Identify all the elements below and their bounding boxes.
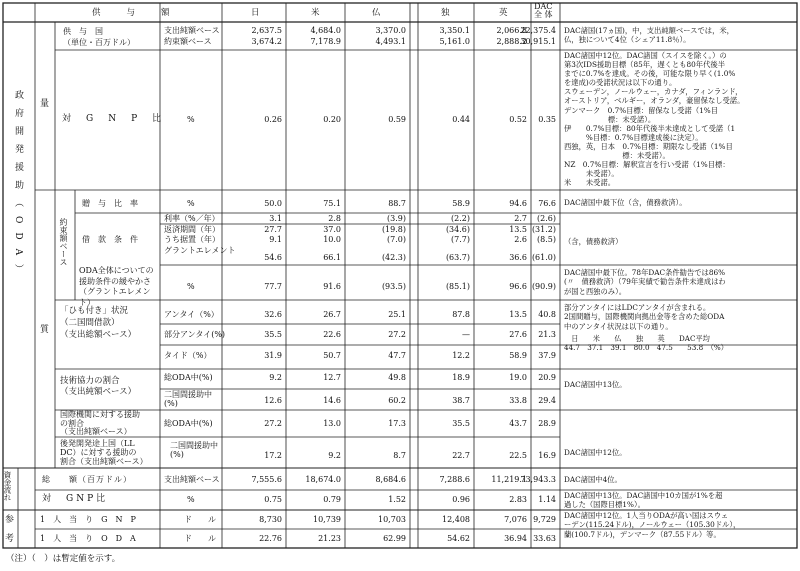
value-cell: 27.6 — [509, 330, 527, 339]
value-cell: (90.9) — [531, 282, 556, 291]
value-cell: 0.44 — [452, 115, 470, 124]
value-cell: 8,684.6 — [375, 475, 406, 484]
value-cell: 25.1 — [388, 310, 406, 319]
value-cell: 30,915.1 — [520, 37, 556, 46]
value-cell: 40.8 — [538, 310, 556, 319]
value-cell: 36.94 — [504, 534, 527, 543]
value-cell: 2,066.8 — [496, 26, 527, 35]
ge-remark: DAC諸国中最下位。78年DAC条件勧告では86% (〃 債務救済）（79年実績で勧告条件未達成はわ が国と西独のみ）。 — [564, 268, 726, 296]
value-cell: 8.7 — [393, 451, 406, 460]
value-cell: 0.20 — [323, 115, 341, 124]
side-ref1: 参 — [5, 515, 15, 525]
zoyo-unit: % — [187, 199, 195, 208]
value-cell: 7,178.9 — [310, 37, 341, 46]
value-cell: 9.1 — [269, 235, 282, 244]
value-cell: 18,674.0 — [305, 475, 341, 484]
value-cell: 54.6 — [264, 253, 282, 262]
value-cell: 13.5 — [509, 225, 527, 234]
side-ref2: 考 — [5, 534, 15, 544]
zoyo-label: 贈 与 比 率 — [82, 199, 138, 208]
value-cell: (8.5) — [537, 235, 556, 244]
value-cell: 1.14 — [538, 495, 556, 504]
value-cell: 2,637.5 — [251, 26, 282, 35]
value-cell: (31.2) — [531, 225, 556, 234]
value-cell: 11,219.1 — [491, 475, 527, 484]
value-cell: 60.2 — [388, 396, 406, 405]
ldc-label: 後発開発途上国（LL DC）に対する援助の 割合（支出純額ベース） — [60, 439, 148, 466]
header-germany: 独 — [441, 8, 450, 18]
value-cell: 21.23 — [318, 534, 341, 543]
unit-label: 二国間援助中 (%) — [164, 390, 212, 408]
value-cell: 0.26 — [264, 115, 282, 124]
value-cell: 7,288.6 — [439, 475, 470, 484]
footnote: （注）（ ）は暫定値を示す。 — [6, 554, 121, 564]
side-ryo: 量 — [40, 99, 50, 109]
odapc-remark: 蘭(100.7ドル)，デンマーク（87.55ドル）等。 — [564, 530, 721, 539]
value-cell: (3.9) — [387, 214, 406, 223]
himo-label: 「ひも付き」状況 （二国間借款） （支出総額ベース） — [60, 306, 137, 340]
value-cell: 2.6 — [514, 235, 527, 244]
value-cell: 58.9 — [452, 199, 470, 208]
value-cell: (7.0) — [387, 235, 406, 244]
value-cell: 35.5 — [264, 330, 282, 339]
value-cell: 9.2 — [328, 451, 341, 460]
odapc-label: 1 人 当 り O D A — [40, 534, 136, 543]
value-cell: 9,729 — [533, 515, 556, 524]
header-france: 仏 — [372, 8, 381, 18]
value-cell: 33.8 — [509, 396, 527, 405]
gnp-remark: DAC諸国中12位。DAC諸国（スイスを除く。）の 第3次IDS援助目標（85年，遅くとも80年代後半 までに0.7%を達成。その後，可能な限り早く(1.0% を達成)の受諾状況は以下の通り。 スウェーデン，ノールウェー，カナダ，フィンランド， オーストリア，ベルギー，オランダ，豪留保なし受諾。 デンマーク 0.7%目標：留保なし受諾（1%目 標：未受諾）。 伊 0.7%目標：80年代後半未達成として受諾（1 %目標：0.7%目標達成後に決定）。 西独，英，日本 0.7%目標：期限なし受諾（1%目 標：未受諾）。 NZ 0.7%目標：解釈宣言を行い受諾（1%目標： 未受諾）。 米 未受諾。 — [564, 51, 745, 188]
value-cell: (63.7) — [445, 253, 470, 262]
ldc-unit: 二国間援助中 (%) — [170, 441, 218, 459]
ge-unit: % — [187, 282, 195, 291]
value-cell: 47.7 — [388, 351, 406, 360]
value-cell: (42.3) — [381, 253, 406, 262]
value-cell: (2.2) — [451, 214, 470, 223]
value-cell: 77.7 — [264, 282, 282, 291]
unit-label: アンタイ（%） — [164, 310, 219, 319]
value-cell: 10,739 — [313, 515, 341, 524]
kyoyo-unit2: 約束額ベース — [164, 37, 212, 46]
kyoyo-unit1: 支出純額ベース — [164, 26, 220, 35]
value-cell: 2,888.2 — [496, 37, 527, 46]
odapc-unit: ド ル — [184, 534, 216, 543]
kyoyo-remark: DAC諸国(17ヵ国)，中，支出純額ベースでは，米， 仏，独について4位（シェア11.8％）。 — [564, 26, 734, 45]
value-cell: 0.59 — [388, 115, 406, 124]
value-cell: 62.99 — [383, 534, 406, 543]
value-cell: 54.62 — [447, 534, 470, 543]
value-cell: 22,375.4 — [520, 26, 556, 35]
unit-label: タイド（%） — [164, 351, 212, 360]
value-cell: 2.83 — [509, 495, 527, 504]
value-cell: 36.6 — [509, 253, 527, 262]
value-cell: 0.79 — [323, 495, 341, 504]
gnp2-unit: % — [187, 495, 195, 504]
gnppc-unit: ド ル — [184, 515, 216, 524]
value-cell: 0.52 — [509, 115, 527, 124]
value-cell: 21.3 — [538, 330, 556, 339]
value-cell: 0.35 — [538, 115, 556, 124]
value-cell: 3,350.1 — [439, 26, 470, 35]
shakkan-remark: （含，債務救済） — [564, 237, 623, 246]
value-cell: 3,370.0 — [375, 26, 406, 35]
value-cell: 0.75 — [264, 495, 282, 504]
value-cell: 10,703 — [378, 515, 406, 524]
value-cell: (19.8) — [381, 225, 406, 234]
value-cell: 94.6 — [509, 199, 527, 208]
value-cell: (85.1) — [445, 282, 470, 291]
unit-label: 部分アンタイ(%) — [164, 330, 226, 339]
gnppc-remark: DAC諸国中12位。1人当りODAが高い国はスウェ ーデン(115.24ドル)，ノールウェー（105.30ドル）， — [564, 511, 741, 530]
value-cell: 35.5 — [452, 419, 470, 428]
value-cell: 1.52 — [388, 495, 406, 504]
value-cell: 0.96 — [452, 495, 470, 504]
value-cell: 7,076 — [504, 515, 527, 524]
header-japan: 日 — [251, 8, 260, 18]
value-cell: 13.5 — [509, 310, 527, 319]
value-cell: (61.0) — [531, 253, 556, 262]
value-cell: 13.0 — [323, 419, 341, 428]
value-cell: 2.7 — [514, 214, 527, 223]
value-cell: 12.2 — [452, 351, 470, 360]
value-cell: 3.1 — [269, 214, 282, 223]
kokusai-unit: 総ODA中(%) — [164, 419, 213, 428]
value-cell: 37.9 — [538, 351, 556, 360]
header-kyoyo: 供 与 額 — [92, 8, 173, 18]
ldc-remark: DAC諸国中12位。 — [564, 448, 627, 457]
value-cell: 17.3 — [388, 419, 406, 428]
gnp2-label: 対 GNP比 — [42, 494, 109, 504]
header-us: 米 — [311, 8, 320, 18]
gnppc-label: 1 人 当 り G N P — [40, 515, 136, 524]
value-cell: 27.2 — [264, 419, 282, 428]
value-cell: 17.2 — [264, 451, 282, 460]
value-cell: 50.0 — [264, 199, 282, 208]
ge-label: ODA全体についての援助条件の緩やかさ（グラントエレメント） — [79, 266, 154, 307]
gnp2-remark: DAC諸国中13位。DAC諸国中10カ国が1%を超 過した（国際目標1%）。 — [564, 491, 723, 510]
value-cell: 12.7 — [323, 373, 341, 382]
value-cell: 14.6 — [323, 396, 341, 405]
shakkan-label: 借 款 条 件 — [82, 235, 138, 244]
value-cell: (2.6) — [537, 214, 556, 223]
value-cell: (34.6) — [445, 225, 470, 234]
value-cell: 96.6 — [509, 282, 527, 291]
value-cell: 3,674.2 — [251, 37, 282, 46]
unit-label: うち据置（年） — [164, 235, 220, 244]
gnp-label: 対 G N P 比 — [62, 114, 165, 124]
sogaku-label: 総 額（百万ドル） — [42, 475, 132, 484]
value-cell: 38.7 — [452, 396, 470, 405]
value-cell: (93.5) — [381, 282, 406, 291]
side-gov-oda: 政府開発援助（ODA） — [13, 90, 23, 283]
value-cell: 66.1 — [323, 253, 341, 262]
value-cell: 87.8 — [452, 310, 470, 319]
gijutsu-label: 技術協力の割合 （支出純額ベース） — [60, 376, 137, 397]
gnp-unit: % — [187, 115, 195, 124]
value-cell: 31.9 — [264, 351, 282, 360]
value-cell: 5,161.0 — [439, 37, 470, 46]
value-cell: 27.7 — [264, 225, 282, 234]
header-dac: DAC 全 体 — [534, 2, 553, 19]
value-cell: 18.9 — [452, 373, 470, 382]
value-cell: 75.1 — [323, 199, 341, 208]
value-cell: 37.0 — [323, 225, 341, 234]
unit-label: 返済期間（年） — [164, 225, 220, 234]
gijutsu-remark: DAC諸国中13位。 — [564, 380, 627, 389]
himo-remark-table: 日 米 仏 独 英 DAC平均 44.7 37.1 39.1 80.0 47.5 53.8 （%） — [564, 334, 728, 353]
value-cell: 29.4 — [538, 396, 556, 405]
kyoyo-label: 供 与 国 （単位・百万ドル） — [63, 27, 135, 47]
value-cell: 88.7 — [388, 199, 406, 208]
side-resource: 資金流れ — [3, 471, 12, 501]
value-cell: 33.63 — [533, 534, 556, 543]
value-cell: 10.0 — [323, 235, 341, 244]
value-cell: 7,555.6 — [251, 475, 282, 484]
value-cell: 20.9 — [538, 373, 556, 382]
himo-remark: 部分アンタイにはLDCアンタイが含まれる。 2国間贈与，国際機関向拠出金等を含めた総ODA 中のアンタイ状況は以下の通り。 — [564, 303, 725, 331]
value-cell: 22.6 — [323, 330, 341, 339]
value-cell: 50.7 — [323, 351, 341, 360]
value-cell: 22.7 — [452, 451, 470, 460]
value-cell: 73,943.3 — [520, 475, 556, 484]
value-cell: (7.7) — [451, 235, 470, 244]
value-cell: 28.9 — [538, 419, 556, 428]
value-cell: 76.6 — [538, 199, 556, 208]
value-cell: 16.9 — [538, 451, 556, 460]
value-cell: 58.9 — [509, 351, 527, 360]
side-yakusoku: 約束額ベース — [59, 218, 68, 266]
value-cell: 8,730 — [259, 515, 282, 524]
value-cell: 2.8 — [328, 214, 341, 223]
value-cell: 26.7 — [323, 310, 341, 319]
kokusai-label: 国際機関に対する援助 の割合 （支出純額ベース） — [60, 410, 140, 436]
unit-label: 利率（%／年） — [164, 214, 220, 223]
value-cell: 12.6 — [264, 396, 282, 405]
value-cell: 12,408 — [442, 515, 470, 524]
unit-label: グラントエレメント — [164, 246, 236, 255]
value-cell: 43.7 — [509, 419, 527, 428]
value-cell: 27.2 — [388, 330, 406, 339]
value-cell: 4,493.1 — [375, 37, 406, 46]
value-cell: — — [462, 330, 470, 339]
unit-label: 総ODA中(%) — [164, 373, 213, 382]
side-shitsu: 質 — [40, 325, 50, 335]
value-cell: 9.2 — [269, 373, 282, 382]
value-cell: 22.76 — [259, 534, 282, 543]
value-cell: 32.6 — [264, 310, 282, 319]
sogaku-remark: DAC諸国中4位。 — [564, 475, 622, 484]
value-cell: 19.0 — [509, 373, 527, 382]
header-uk: 英 — [499, 8, 508, 18]
value-cell: 49.8 — [388, 373, 406, 382]
value-cell: 4,684.0 — [310, 26, 341, 35]
zoyo-remark: DAC諸国中最下位（含，債務救済）。 — [564, 198, 687, 207]
sogaku-unit: 支出純額ベース — [164, 475, 220, 484]
value-cell: 22.5 — [509, 451, 527, 460]
value-cell: 91.6 — [323, 282, 341, 291]
